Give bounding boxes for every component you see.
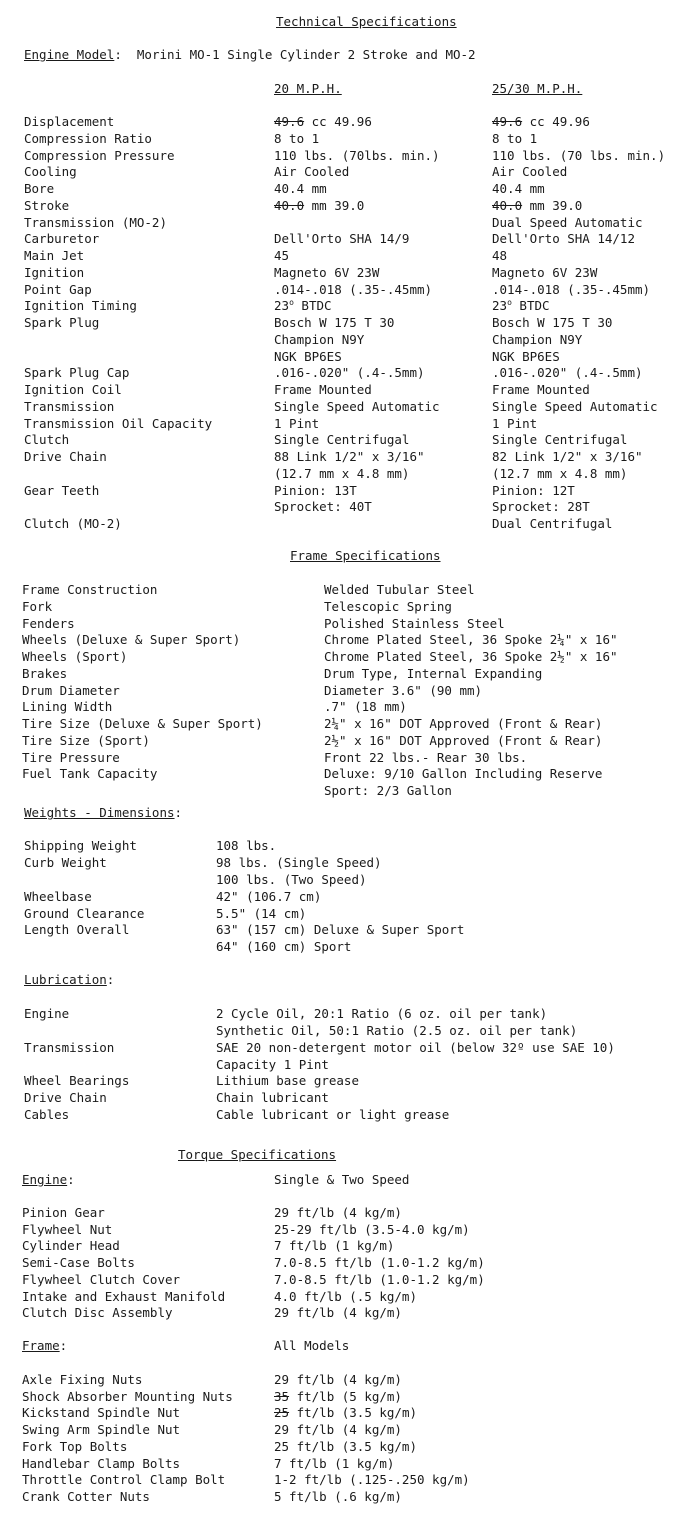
value-text: (12.7 mm x 4.8 mm) bbox=[274, 465, 410, 481]
value-text: 82 Link 1/2" x 3/16" bbox=[492, 449, 643, 464]
lubrication-label: Wheel Bearings bbox=[24, 1073, 130, 1088]
lubrication-value: 2 Cycle Oil, 20:1 Ratio (6 oz. oil per tank) bbox=[216, 1006, 548, 1021]
frame-spec-value: Deluxe: 9/10 Gallon Including Reserve bbox=[324, 766, 603, 782]
value-text: .014-.018 (.35-.45mm) bbox=[492, 281, 651, 297]
column-header-25-30mph: 25/30 M.P.H. bbox=[492, 81, 583, 96]
engine-spec-label: Ignition Timing bbox=[24, 298, 137, 314]
frame-spec-value: Welded Tubular Steel bbox=[324, 582, 475, 597]
value-text: Champion N9Y bbox=[274, 331, 365, 347]
frame-section-title: Frame Specifications bbox=[290, 548, 441, 563]
torque-frame-value bbox=[274, 1372, 402, 1388]
engine-model-value: Morini MO-1 Single Cylinder 2 Stroke and MO-2 bbox=[136, 47, 476, 62]
engine-value-25-30mph bbox=[492, 231, 635, 247]
torque-engine-value: 29 ft/lb (4 kg/m) bbox=[274, 1305, 402, 1321]
engine-value-25-30mph bbox=[492, 298, 550, 314]
value-text: Air Cooled bbox=[274, 164, 350, 180]
engine-value-25-30mph bbox=[492, 432, 627, 448]
lubrication-value: Cable lubricant or light grease bbox=[216, 1107, 450, 1122]
torque-frame-label: Shock Absorber Mounting Nuts bbox=[22, 1388, 233, 1404]
frame-spec-label: Tire Size (Deluxe & Super Sport) bbox=[22, 716, 263, 731]
torque-engine-label: Engine bbox=[22, 1172, 68, 1187]
frame-spec-value: Drum Type, Internal Expanding bbox=[324, 665, 543, 681]
struck-value: 40.0 bbox=[492, 197, 523, 213]
value-text: Pinion: 13T bbox=[274, 482, 357, 498]
value-text: 8 to 1 bbox=[492, 130, 538, 146]
value-text: Single Centrifugal bbox=[274, 432, 410, 448]
torque-engine-label: Pinion Gear bbox=[22, 1205, 105, 1220]
torque-engine-label: Flywheel Clutch Cover bbox=[22, 1271, 181, 1287]
struck-value: 35 bbox=[274, 1388, 290, 1404]
torque-frame-value bbox=[274, 1422, 402, 1438]
engine-value-20mph bbox=[274, 198, 364, 214]
engine-value-20mph bbox=[274, 416, 319, 432]
value-text: mm 39.0 bbox=[311, 197, 365, 213]
lubrication-label: Engine bbox=[24, 1006, 70, 1021]
value-text: Dual Centrifugal bbox=[492, 516, 613, 531]
engine-value-20mph bbox=[274, 298, 332, 314]
frame-spec-label: Drum Diameter bbox=[22, 682, 120, 698]
engine-spec-label: Point Gap bbox=[24, 281, 92, 297]
engine-value-20mph bbox=[274, 399, 440, 415]
value-text: Single Speed Automatic bbox=[274, 398, 440, 414]
engine-spec-label: Compression Ratio bbox=[24, 130, 152, 146]
engine-spec-label: Main Jet bbox=[24, 248, 85, 263]
struck-value: 40.0 bbox=[274, 197, 305, 213]
value-text: 8 to 1 bbox=[274, 130, 320, 146]
torque-engine-value: 4.0 ft/lb (.5 kg/m) bbox=[274, 1288, 417, 1304]
engine-value-20mph bbox=[274, 349, 342, 365]
value-text: Magneto 6V 23W bbox=[274, 264, 380, 280]
frame-spec-value: Polished Stainless Steel bbox=[324, 615, 505, 631]
engine-value-25-30mph bbox=[492, 416, 537, 432]
value-text: .014-.018 (.35-.45mm) bbox=[274, 281, 433, 297]
value-text: NGK BP6ES bbox=[492, 348, 560, 364]
engine-value-20mph bbox=[274, 131, 319, 147]
column-header-20mph: 20 M.P.H. bbox=[274, 81, 342, 96]
engine-value-25-30mph bbox=[492, 282, 650, 298]
engine-model-line bbox=[24, 47, 476, 63]
value-text: ft/lb (5 kg/m) bbox=[289, 1388, 402, 1404]
weight-label: Length Overall bbox=[24, 922, 130, 937]
frame-spec-label: Wheels (Sport) bbox=[22, 649, 128, 664]
torque-engine-label: Intake and Exhaust Manifold bbox=[22, 1288, 226, 1304]
value-text: Dell'Orto SHA 14/12 bbox=[492, 231, 635, 247]
engine-model-colon: : bbox=[114, 47, 122, 62]
engine-value-25-30mph bbox=[492, 382, 590, 398]
engine-spec-label: Compression Pressure bbox=[24, 147, 175, 163]
struck-value: 49.6 bbox=[492, 114, 523, 129]
engine-spec-label: Clutch bbox=[24, 432, 70, 448]
engine-value-20mph bbox=[274, 248, 289, 264]
torque-frame-value bbox=[274, 1489, 402, 1505]
value-text: 1 Pint bbox=[274, 415, 320, 431]
engine-spec-label: Drive Chain bbox=[24, 449, 107, 464]
value-text: 29 ft/lb (4 kg/m) bbox=[274, 1372, 402, 1387]
engine-value-20mph bbox=[274, 332, 364, 348]
value-text: mm 39.0 bbox=[529, 197, 583, 213]
lubrication-value: Capacity 1 Pint bbox=[216, 1057, 329, 1072]
weight-value: 100 lbs. (Two Speed) bbox=[216, 872, 367, 887]
torque-frame-label: Handlebar Clamp Bolts bbox=[22, 1455, 181, 1471]
engine-value-25-30mph bbox=[492, 499, 590, 515]
frame-spec-value: Chrome Plated Steel, 36 Spoke 2¼" x 16" bbox=[324, 632, 618, 648]
lubrication-label: Drive Chain bbox=[24, 1090, 107, 1105]
frame-spec-value: 2¼" x 16" DOT Approved (Front & Rear) bbox=[324, 716, 603, 731]
value-text: 5 ft/lb (.6 kg/m) bbox=[274, 1488, 402, 1504]
torque-frame-value bbox=[274, 1456, 394, 1472]
engine-spec-label: Cooling bbox=[24, 164, 77, 180]
torque-frame-label: Axle Fixing Nuts bbox=[22, 1372, 143, 1387]
frame-spec-value: 2½" x 16" DOT Approved (Front & Rear) bbox=[324, 732, 603, 748]
engine-value-20mph bbox=[274, 449, 425, 465]
frame-spec-label: Frame Construction bbox=[22, 582, 158, 597]
torque-frame-value bbox=[274, 1472, 470, 1488]
engine-value-20mph bbox=[274, 315, 394, 331]
weights-section-heading: Weights - Dimensions: bbox=[24, 805, 183, 820]
engine-value-20mph bbox=[274, 164, 349, 180]
torque-frame-value bbox=[274, 1439, 417, 1455]
engine-spec-label: Spark Plug bbox=[24, 315, 100, 330]
frame-spec-value: Front 22 lbs.- Rear 30 lbs. bbox=[324, 749, 528, 765]
engine-spec-label: Stroke bbox=[24, 197, 70, 213]
engine-value-20mph bbox=[274, 282, 432, 298]
torque-frame-label: Fork Top Bolts bbox=[22, 1438, 128, 1454]
value-text: (12.7 mm x 4.8 mm) bbox=[492, 465, 628, 481]
engine-value-25-30mph bbox=[492, 516, 612, 532]
value-text: 110 lbs. (70 lbs. min.) bbox=[492, 147, 666, 163]
weights-section-title: Weights - Dimensions bbox=[24, 805, 175, 820]
torque-engine-value: 25-29 ft/lb (3.5-4.0 kg/m) bbox=[274, 1221, 470, 1237]
value-text: Sprocket: 40T bbox=[274, 499, 372, 515]
engine-spec-label: Clutch (MO-2) bbox=[24, 516, 122, 531]
engine-value-25-30mph bbox=[492, 148, 665, 164]
value-text: Bosch W 175 T 30 bbox=[492, 315, 613, 330]
value-text: 7 ft/lb (1 kg/m) bbox=[274, 1455, 395, 1471]
weight-value: 63" (157 cm) Deluxe & Super Sport bbox=[216, 922, 465, 937]
engine-value-20mph bbox=[274, 365, 425, 381]
torque-engine-value: 7.0-8.5 ft/lb (1.0-1.2 kg/m) bbox=[274, 1255, 485, 1271]
engine-value-25-30mph bbox=[492, 349, 560, 365]
engine-value-20mph bbox=[274, 382, 372, 398]
value-text: Frame Mounted bbox=[274, 382, 372, 397]
engine-spec-label: Bore bbox=[24, 181, 55, 196]
value-text: 45 bbox=[274, 248, 290, 263]
engine-value-25-30mph bbox=[492, 315, 612, 331]
torque-frame-label: Frame bbox=[22, 1338, 60, 1353]
torque-frame-label: Throttle Control Clamp Bolt bbox=[22, 1472, 226, 1488]
engine-value-25-30mph bbox=[492, 164, 567, 180]
engine-value-25-30mph bbox=[492, 332, 582, 348]
frame-spec-value: Diameter 3.6" (90 mm) bbox=[324, 682, 483, 698]
value-text: 88 Link 1/2" x 3/16" bbox=[274, 449, 425, 464]
torque-section-title: Torque Specifications bbox=[178, 1147, 337, 1162]
degree-mark: o bbox=[507, 298, 512, 308]
torque-frame-heading: Frame: bbox=[22, 1338, 68, 1353]
torque-engine-label: Flywheel Nut bbox=[22, 1221, 113, 1237]
torque-frame-column-header: All Models bbox=[274, 1338, 350, 1353]
engine-value-25-30mph bbox=[492, 248, 507, 264]
weight-value: 5.5" (14 cm) bbox=[216, 906, 307, 921]
torque-engine-label: Clutch Disc Assembly bbox=[22, 1305, 173, 1321]
frame-spec-label: Tire Pressure bbox=[22, 749, 120, 765]
engine-value-25-30mph bbox=[492, 215, 643, 231]
engine-value-20mph bbox=[274, 432, 409, 448]
engine-value-25-30mph bbox=[492, 449, 643, 465]
frame-spec-value: Chrome Plated Steel, 36 Spoke 2½" x 16" bbox=[324, 649, 618, 664]
engine-spec-label: Spark Plug Cap bbox=[24, 365, 130, 381]
engine-value-20mph bbox=[274, 483, 357, 499]
torque-engine-value: 7 ft/lb (1 kg/m) bbox=[274, 1238, 395, 1254]
engine-value-25-30mph bbox=[492, 365, 643, 381]
engine-value-25-30mph bbox=[492, 181, 545, 197]
frame-spec-value: .7" (18 mm) bbox=[324, 699, 407, 715]
value-text: Pinion: 12T bbox=[492, 482, 575, 498]
weight-label: Curb Weight bbox=[24, 855, 107, 870]
frame-spec-label: Wheels (Deluxe & Super Sport) bbox=[22, 632, 241, 648]
value-text: Single Speed Automatic bbox=[492, 398, 658, 414]
engine-spec-label: Gear Teeth bbox=[24, 482, 100, 498]
value-text: Frame Mounted bbox=[492, 382, 590, 397]
value-text: cc 49.96 bbox=[529, 114, 590, 129]
engine-value-25-30mph bbox=[492, 483, 575, 499]
value-text: Single Centrifugal bbox=[492, 432, 628, 448]
engine-value-20mph bbox=[274, 148, 440, 164]
weight-value: 42" (106.7 cm) bbox=[216, 889, 322, 904]
value-text: 110 lbs. (70lbs. min.) bbox=[274, 147, 440, 163]
engine-spec-label: Carburetor bbox=[24, 231, 100, 247]
torque-engine-value: 7.0-8.5 ft/lb (1.0-1.2 kg/m) bbox=[274, 1271, 485, 1287]
weight-value: 98 lbs. (Single Speed) bbox=[216, 855, 382, 870]
value-text: BTDC bbox=[293, 298, 332, 314]
engine-value-20mph bbox=[274, 114, 372, 130]
degree-number: 23 bbox=[274, 298, 290, 314]
value-text: Air Cooled bbox=[492, 164, 568, 180]
frame-spec-label: Fork bbox=[22, 598, 53, 614]
engine-spec-label: Transmission Oil Capacity bbox=[24, 415, 213, 431]
frame-spec-label: Tire Size (Sport) bbox=[22, 732, 150, 748]
lubrication-value: Synthetic Oil, 50:1 Ratio (2.5 oz. oil per tank) bbox=[216, 1023, 578, 1038]
engine-model-label: Engine Model bbox=[24, 47, 115, 62]
engine-spec-label: Transmission bbox=[24, 398, 115, 414]
lubrication-section-heading: Lubrication: bbox=[24, 972, 115, 987]
lubrication-section-title: Lubrication bbox=[24, 972, 107, 987]
value-text: Dell'Orto SHA 14/9 bbox=[274, 231, 410, 247]
torque-frame-label: Crank Cotter Nuts bbox=[22, 1488, 150, 1504]
engine-value-25-30mph bbox=[492, 198, 582, 214]
value-text: Champion N9Y bbox=[492, 331, 583, 347]
value-text: 48 bbox=[492, 248, 508, 263]
engine-value-20mph bbox=[274, 499, 372, 515]
engine-value-20mph bbox=[274, 231, 409, 247]
value-text: .016-.020" (.4-.5mm) bbox=[492, 365, 643, 381]
value-text: 40.4 mm bbox=[274, 181, 327, 196]
lubrication-value: Lithium base grease bbox=[216, 1073, 359, 1088]
torque-frame-value bbox=[274, 1405, 417, 1421]
degree-number: 23 bbox=[492, 298, 508, 314]
struck-value: 25 bbox=[274, 1405, 290, 1421]
value-text: BTDC bbox=[511, 298, 550, 314]
engine-value-25-30mph bbox=[492, 114, 590, 130]
engine-value-25-30mph bbox=[492, 399, 658, 415]
torque-frame-label: Kickstand Spindle Nut bbox=[22, 1405, 181, 1421]
engine-spec-label: Displacement bbox=[24, 114, 115, 129]
engine-value-25-30mph bbox=[492, 265, 597, 281]
torque-engine-label: Semi-Case Bolts bbox=[22, 1255, 135, 1271]
torque-engine-column-header: Single & Two Speed bbox=[274, 1172, 410, 1187]
engine-spec-label: Ignition Coil bbox=[24, 382, 122, 397]
engine-value-20mph bbox=[274, 265, 379, 281]
engine-value-25-30mph bbox=[492, 131, 537, 147]
frame-spec-value: Telescopic Spring bbox=[324, 598, 452, 614]
value-text: 29 ft/lb (4 kg/m) bbox=[274, 1422, 402, 1438]
torque-engine-heading: Engine: bbox=[22, 1172, 75, 1187]
lubrication-value: Chain lubricant bbox=[216, 1090, 329, 1105]
engine-value-20mph bbox=[274, 181, 327, 197]
value-text: Sprocket: 28T bbox=[492, 499, 590, 515]
torque-frame-value bbox=[274, 1389, 402, 1405]
weight-label: Wheelbase bbox=[24, 889, 92, 904]
value-text: Magneto 6V 23W bbox=[492, 264, 598, 280]
engine-spec-label: Ignition bbox=[24, 264, 85, 280]
degree-mark: o bbox=[289, 298, 294, 308]
value-text: ft/lb (3.5 kg/m) bbox=[289, 1405, 417, 1421]
value-text: 40.4 mm bbox=[492, 181, 545, 196]
weight-label: Ground Clearance bbox=[24, 906, 145, 921]
value-text: .016-.020" (.4-.5mm) bbox=[274, 365, 425, 381]
value-text: Dual Speed Automatic bbox=[492, 214, 643, 230]
engine-spec-label: Transmission (MO-2) bbox=[24, 214, 167, 230]
struck-value: 49.6 bbox=[274, 114, 305, 129]
lubrication-label: Transmission bbox=[24, 1040, 115, 1055]
torque-frame-label: Swing Arm Spindle Nut bbox=[22, 1422, 181, 1438]
value-text: 1-2 ft/lb (.125-.250 kg/m) bbox=[274, 1472, 470, 1488]
value-text: 25 ft/lb (3.5 kg/m) bbox=[274, 1438, 417, 1454]
value-text: Bosch W 175 T 30 bbox=[274, 315, 395, 330]
page-title: Technical Specifications bbox=[276, 14, 457, 29]
frame-spec-label: Lining Width bbox=[22, 699, 113, 715]
engine-value-25-30mph bbox=[492, 466, 627, 482]
lubrication-label: Cables bbox=[24, 1107, 70, 1122]
frame-spec-value: Sport: 2/3 Gallon bbox=[324, 783, 452, 798]
lubrication-value: SAE 20 non-detergent motor oil (below 32º use SAE 10) bbox=[216, 1040, 615, 1055]
frame-spec-label: Brakes bbox=[22, 665, 68, 681]
weight-value: 108 lbs. bbox=[216, 838, 277, 853]
engine-value-20mph bbox=[274, 466, 409, 482]
weight-value: 64" (160 cm) Sport bbox=[216, 939, 352, 954]
value-text: NGK BP6ES bbox=[274, 348, 342, 364]
frame-spec-label: Fuel Tank Capacity bbox=[22, 766, 158, 782]
torque-engine-label: Cylinder Head bbox=[22, 1238, 120, 1254]
weight-label: Shipping Weight bbox=[24, 838, 137, 853]
value-text: 1 Pint bbox=[492, 415, 538, 431]
torque-engine-value: 29 ft/lb (4 kg/m) bbox=[274, 1205, 402, 1220]
frame-spec-label: Fenders bbox=[22, 615, 75, 631]
value-text: cc 49.96 bbox=[311, 114, 372, 129]
